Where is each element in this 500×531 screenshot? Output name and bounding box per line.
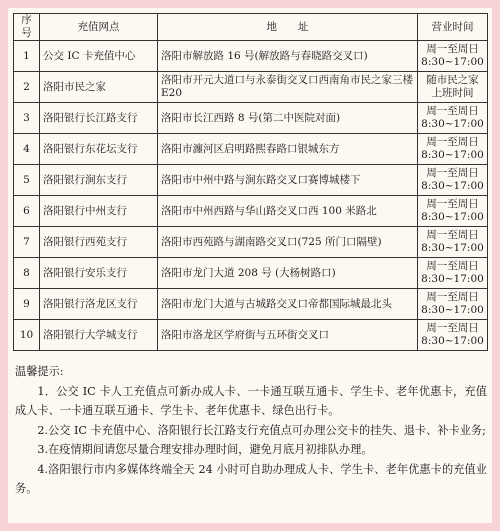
row-site-name: 洛阳银行安乐支行 bbox=[40, 258, 158, 289]
header-no: 序号 bbox=[14, 14, 40, 41]
hours-days: 周一至周日 bbox=[426, 43, 479, 55]
table-row bbox=[14, 103, 488, 134]
table-header-row bbox=[14, 14, 488, 41]
row-hours bbox=[418, 258, 488, 289]
hours-time: 8:30~17:00 bbox=[421, 149, 484, 161]
row-address: 洛阳市中州中路与涧东路交叉口赛博城楼下 bbox=[158, 165, 418, 196]
row-address: 洛阳市长江西路 8 号(第二中医院对面) bbox=[158, 103, 418, 134]
row-no: 7 bbox=[14, 227, 40, 258]
row-no: 1 bbox=[14, 41, 40, 72]
row-no: 10 bbox=[14, 320, 40, 351]
tip-item: 2.公交 IC 卡充值中心、洛阳银行长江路支行充值点可办理公交卡的挂失、退卡、补卡业务; bbox=[37, 423, 486, 437]
row-site-name: 公交 IC 卡充值中心 bbox=[40, 41, 158, 72]
row-hours bbox=[418, 320, 488, 351]
table-row bbox=[14, 289, 488, 320]
hours-time: 8:30~17:00 bbox=[421, 180, 484, 192]
row-address: 洛阳市龙门大道 208 号 (大杨树路口) bbox=[158, 258, 418, 289]
row-site-name: 洛阳银行中州支行 bbox=[40, 196, 158, 227]
header-hours: 营业时间 bbox=[418, 14, 488, 41]
table-row bbox=[14, 258, 488, 289]
row-address: 洛阳市瀍河区启明路熙春路口银城东方 bbox=[158, 134, 418, 165]
recharge-sites-table bbox=[13, 13, 488, 351]
hours-time: 8:30~17:00 bbox=[421, 335, 484, 347]
row-site-name: 洛阳银行西苑支行 bbox=[40, 227, 158, 258]
row-no: 3 bbox=[14, 103, 40, 134]
row-hours bbox=[418, 134, 488, 165]
row-hours bbox=[418, 289, 488, 320]
table-row bbox=[14, 227, 488, 258]
row-address: 洛阳市开元大道口与永泰街交叉口西南角市民之家三楼 E20 bbox=[158, 72, 418, 103]
row-site-name: 洛阳银行大学城支行 bbox=[40, 320, 158, 351]
tip-item: 3.在疫情期间请您尽量合理安排办理时间，避免月底月初排队办理。 bbox=[37, 443, 373, 456]
row-hours bbox=[418, 72, 488, 103]
row-no: 4 bbox=[14, 134, 40, 165]
tip-item: 1．公交 IC 卡人工充值点可新办成人卡、一卡通互联互通卡、学生卡、老年优惠卡，充值成人卡、一卡通互联互通卡、学生卡、老年优惠卡、绿色出行卡。 bbox=[15, 384, 487, 417]
hours-time: 8:30~17:00 bbox=[421, 211, 484, 223]
row-address: 洛阳市西苑路与湖南路交叉口(725 所门口隔壁) bbox=[158, 227, 418, 258]
hours-days: 周一至周日 bbox=[426, 198, 479, 210]
row-address: 洛阳市龙门大道与古城路交叉口帝都国际城最北头 bbox=[158, 289, 418, 320]
row-no: 9 bbox=[14, 289, 40, 320]
hours-days: 周一至周日 bbox=[426, 322, 479, 334]
hours-days: 周一至周日 bbox=[426, 260, 479, 272]
row-hours bbox=[418, 41, 488, 72]
row-no: 5 bbox=[14, 165, 40, 196]
header-address: 地 址 bbox=[158, 14, 418, 41]
hours-days: 随市民之家 bbox=[426, 74, 479, 86]
row-site-name: 洛阳银行涧东支行 bbox=[40, 165, 158, 196]
table-row bbox=[14, 165, 488, 196]
hours-days: 周一至周日 bbox=[426, 291, 479, 303]
row-no: 2 bbox=[14, 72, 40, 103]
row-address: 洛阳市洛龙区学府街与五环街交叉口 bbox=[158, 320, 418, 351]
hours-time: 8:30~17:00 bbox=[421, 273, 484, 285]
row-site-name: 洛阳银行东花坛支行 bbox=[40, 134, 158, 165]
tip-item: 4.洛阳银行市内多媒体终端全天 24 小时可自助办理成人卡、学生卡、老年优惠卡的充值业务。 bbox=[15, 462, 487, 495]
table-row bbox=[14, 41, 488, 72]
row-no: 6 bbox=[14, 196, 40, 227]
tips-title: 温馨提示: bbox=[15, 365, 64, 378]
row-no: 8 bbox=[14, 258, 40, 289]
row-hours bbox=[418, 103, 488, 134]
hours-days: 周一至周日 bbox=[426, 229, 479, 241]
row-hours bbox=[418, 196, 488, 227]
hours-time: 8:30~17:00 bbox=[421, 304, 484, 316]
header-site-name: 充值网点 bbox=[40, 14, 158, 41]
table-row bbox=[14, 320, 488, 351]
row-hours bbox=[418, 227, 488, 258]
row-site-name: 洛阳银行长江路支行 bbox=[40, 103, 158, 134]
hours-time: 8:30~17:00 bbox=[421, 118, 484, 130]
row-address: 洛阳市解放路 16 号(解放路与春晓路交叉口) bbox=[158, 41, 418, 72]
table-row bbox=[14, 134, 488, 165]
row-site-name: 洛阳市民之家 bbox=[40, 72, 158, 103]
hours-days: 周一至周日 bbox=[426, 105, 479, 117]
hours-days: 周一至周日 bbox=[426, 167, 479, 179]
table-row bbox=[14, 196, 488, 227]
hours-time: 8:30~17:00 bbox=[421, 56, 484, 68]
hours-days: 周一至周日 bbox=[426, 136, 479, 148]
row-hours bbox=[418, 165, 488, 196]
hours-time: 8:30~17:00 bbox=[421, 242, 484, 254]
tips-section bbox=[15, 362, 487, 499]
table-row bbox=[14, 72, 488, 103]
row-site-name: 洛阳银行洛龙区支行 bbox=[40, 289, 158, 320]
row-address: 洛阳市中州西路与华山路交叉口西 100 米路北 bbox=[158, 196, 418, 227]
hours-time: 上班时间 bbox=[431, 87, 474, 99]
notice-page bbox=[8, 8, 492, 523]
